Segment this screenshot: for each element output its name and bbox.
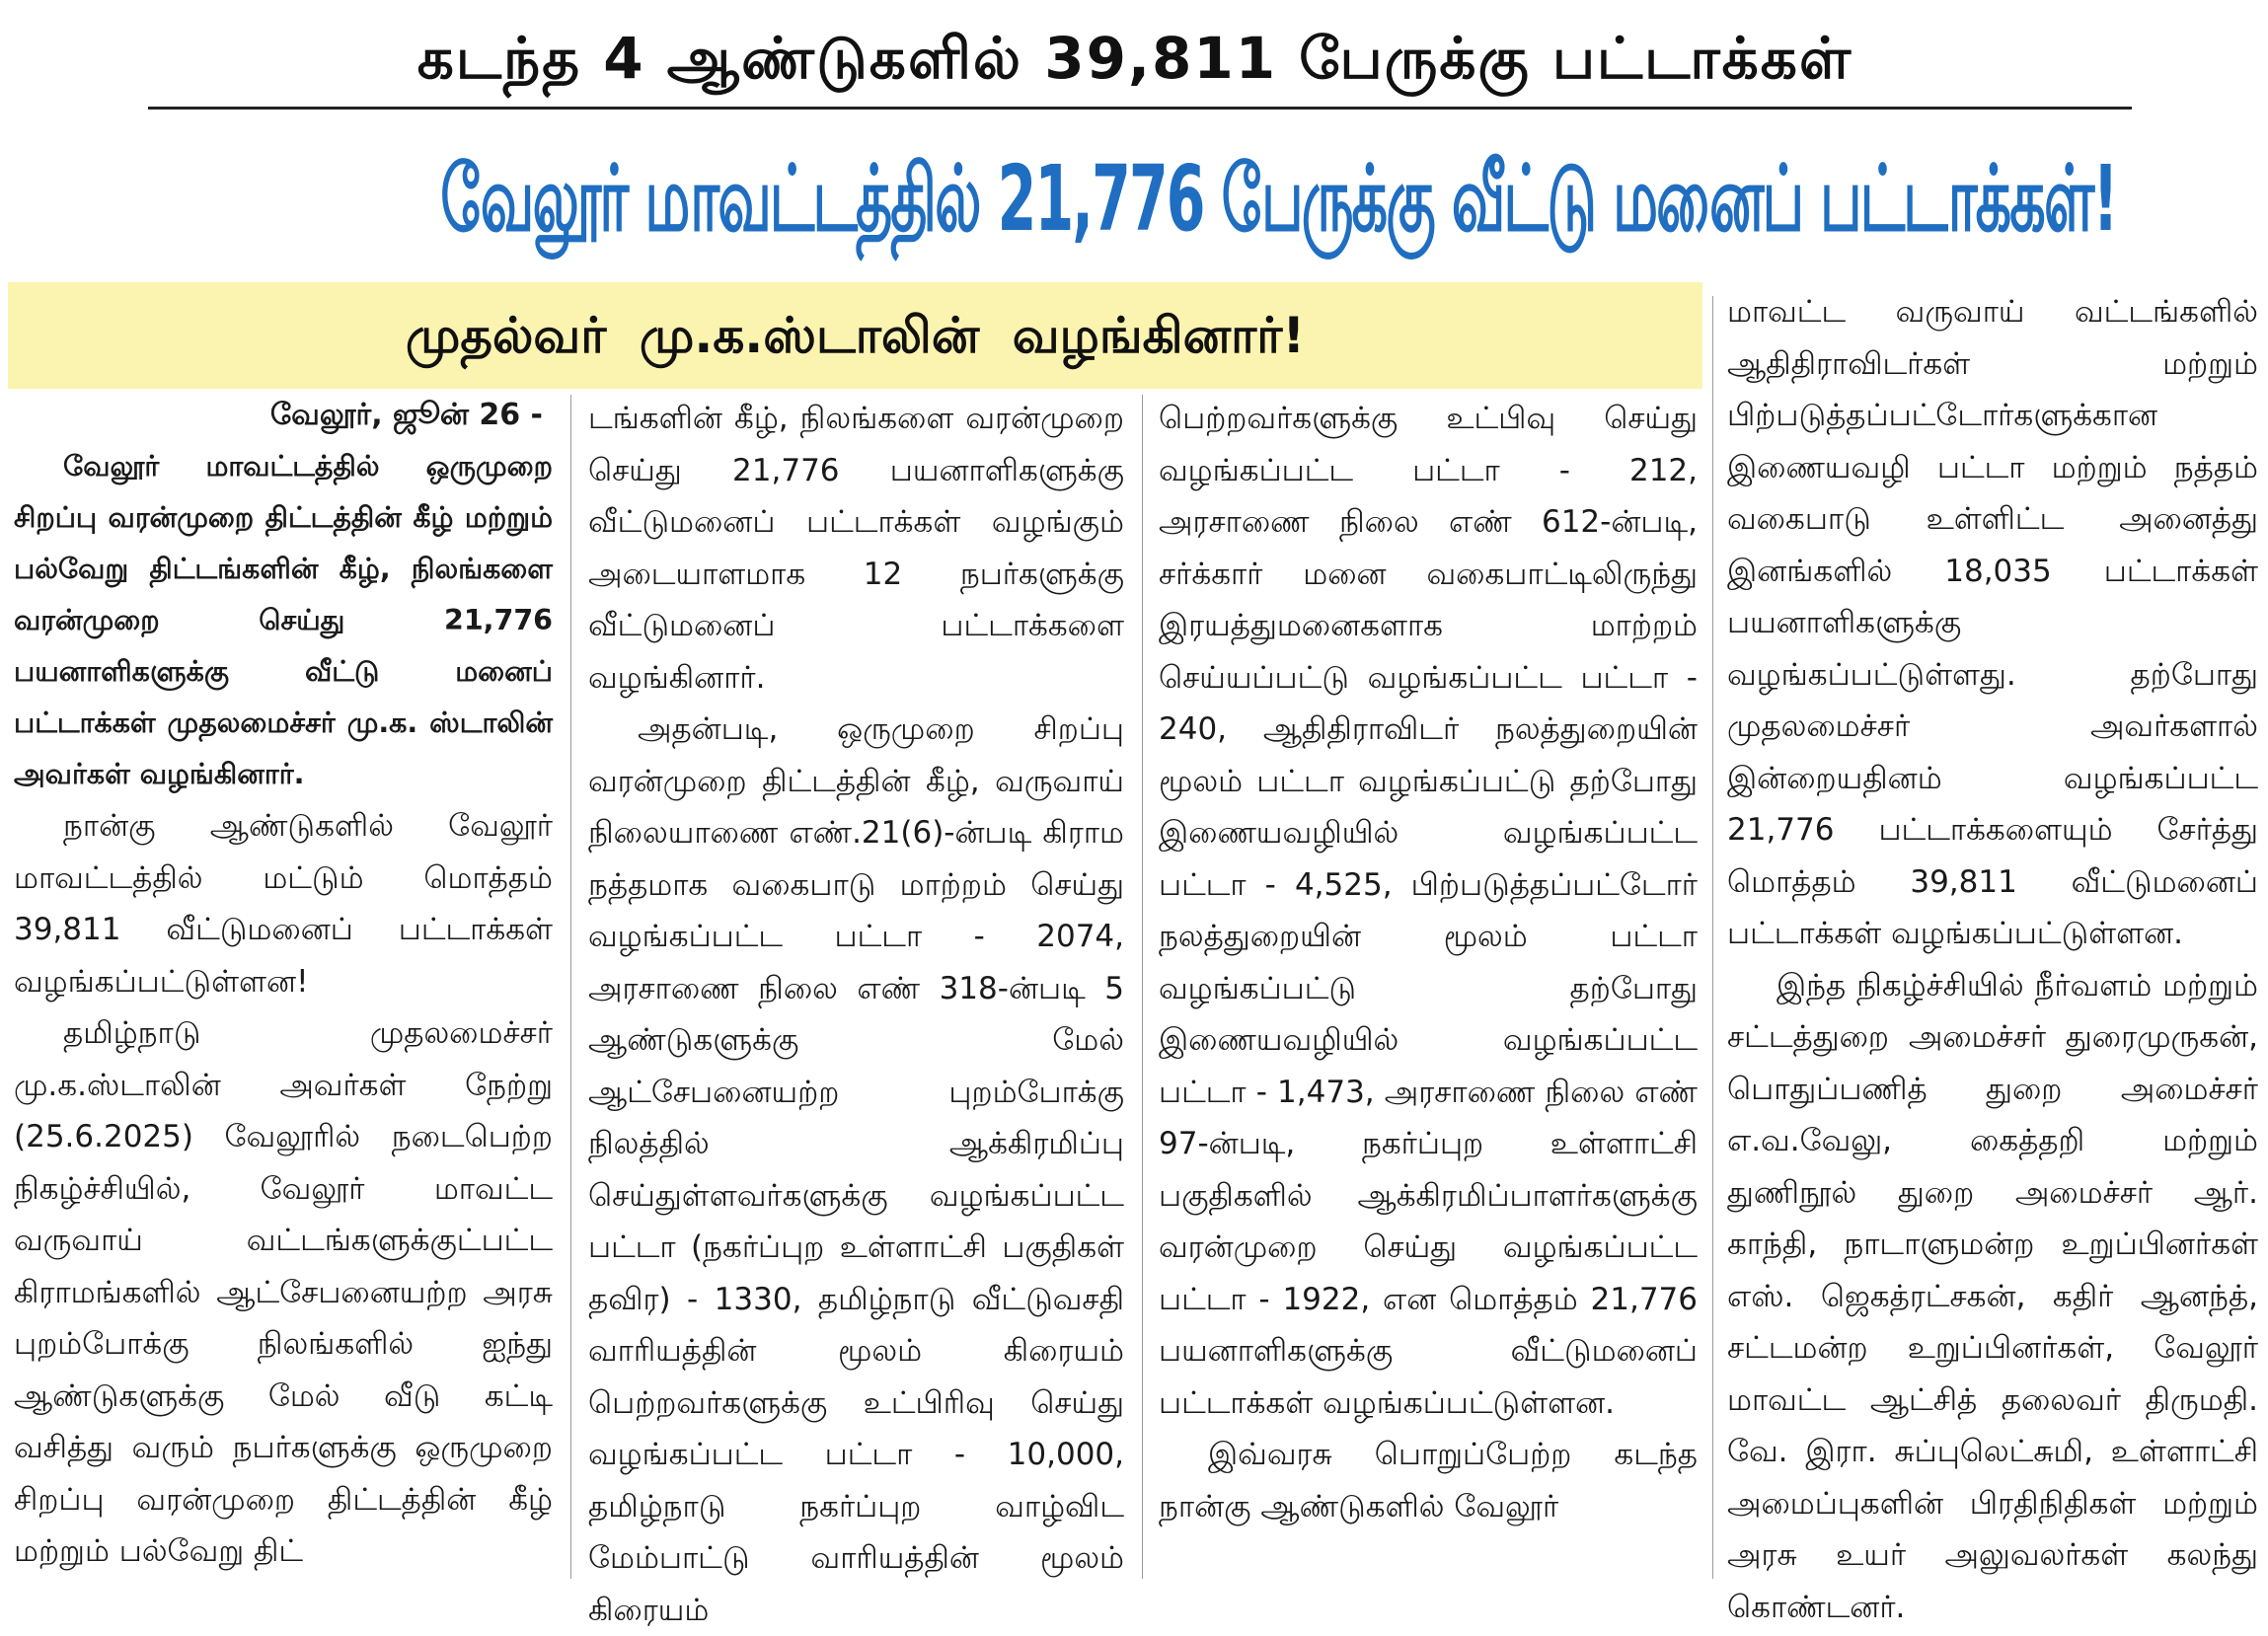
article-column-4 — [1727, 286, 2258, 1625]
lead-paragraph: வேலூர் மாவட்டத்தில் ஒருமுறை சிறப்பு வரன்முறை திட்டத்தின் கீழ் மற்றும் பல்வேறு திட்டங்களின் கீழ், நிலங்களை வரன்முறை செய்து 21,776 பயனாளிகளுக்கு வீட்டு மனைப் பட்டாக்கள் முதலமைச்சர் மு.க. ஸ்டாலின் அவர்கள் வழங்கினார். — [14, 450, 553, 790]
paragraph: அதன்படி, ஒருமுறை சிறப்பு வரன்முறை திட்டத்தின் கீழ், வருவாய் நிலையாணை எண்.21(6)-ன்படி கிராம நத்தமாக வகைபாடு மாற்றம் செய்து வழங்கப்பட்ட பட்டா - 2074, அரசாணை நிலை எண் 318-ன்படி 5 ஆண்டுகளுக்கு மேல் ஆட்சேபனையற்ற புறம்போக்கு நிலத்தில் ஆக்கிரமிப்பு செய்துள்ளவர்களுக்கு வழங்கப்பட்ட பட்டா (நகர்ப்புற உள்ளாட்சி பகுதிகள் தவிர) - 1330, தமிழ்நாடு வீட்டுவசதி வாரியத்தின் மூலம் கிரையம் பெற்றவர்களுக்கு உட்பிரிவு செய்து வழங்கப்பட்ட பட்டா - 10,000, தமிழ்நாடு நகர்ப்புற வாழ்விட மேம்பாட்டு வாரியத்தின் மூலம் கிரையம் — [588, 711, 1124, 1628]
column-divider — [570, 395, 571, 1579]
paragraph: இவ்வரசு பொறுப்பேற்ற கடந்த நான்கு ஆண்டுகளில் வேலூர் — [1159, 1437, 1698, 1524]
paragraph: இந்த நிகழ்ச்சியில் நீர்வளம் மற்றும் சட்டத்துறை அமைச்சர் துரைமுருகன், பொதுப்பணித் துறை அமைச்சர் எ.வ.வேலு, கைத்தறி மற்றும் துணிநூல் துறை அமைச்சர் ஆர். காந்தி, நாடாளுமன்ற உறுப்பினர்கள் எஸ். ஜெகத்ரட்சகன், கதிர் ஆனந்த், சட்டமன்ற உறுப்பினர்கள், வேலூர் மாவட்ட ஆட்சித் தலைவர் திருமதி. வே. இரா. சுப்புலெட்சுமி, உள்ளாட்சி அமைப்புகளின் பிரதிநிதிகள் மற்றும் அரசு உயர் அலுவலர்கள் கலந்து கொண்டனர். — [1727, 967, 2258, 1625]
paragraph: பெற்றவர்களுக்கு உட்பிவு செய்து வழங்கப்பட்ட பட்டா - 212, அரசாணை நிலை எண் 612-ன்படி, சர்க்கார் மனை வகைபாட்டிலிருந்து இரயத்துமனைகளாக மாற்றம் செய்யப்பட்டு வழங்கப்பட்ட பட்டா - 240, ஆதிதிராவிடர் நலத்துறையின் மூலம் பட்டா வழங்கப்பட்டு தற்போது இணையவழியில் வழங்கப்பட்ட பட்டா - 4,525, பிற்படுத்தப்பட்டோர் நலத்துறையின் மூலம் பட்டா வழங்கப்பட்டு தற்போது இணையவழியில் வழங்கப்பட்ட பட்டா - 1,473, அரசாணை நிலை எண் 97-ன்படி, நகர்ப்புற உள்ளாட்சி பகுதிகளில் ஆக்கிரமிப்பாளர்களுக்கு வரன்முறை செய்து வழங்கப்பட்ட பட்டா - 1922, என மொத்தம் 21,776 பயனாளிகளுக்கு வீட்டுமனைப் பட்டாக்கள் வழங்கப்பட்டுள்ளன. — [1159, 401, 1698, 1421]
sub-headline: முதல்வர் மு.க.ஸ்டாலின் வழங்கினார்! — [405, 307, 1306, 364]
kicker-rule — [148, 107, 2132, 110]
paragraph: நான்கு ஆண்டுகளில் வேலூர் மாவட்டத்தில் மட்டும் மொத்தம் 39,811 வீட்டுமனைப் பட்டாக்கள் வழங்கப்பட்டுள்ளன! — [14, 808, 553, 1000]
article-column-2 — [588, 393, 1124, 1628]
kicker-headline: கடந்த 4 ஆண்டுகளில் 39,811 பேருக்கு பட்டாக்கள் — [416, 25, 1853, 92]
main-headline: வேலூர் மாவட்டத்தில் 21,776 பேருக்கு வீட்டு மனைப் பட்டாக்கள்! — [440, 146, 2117, 252]
column-divider — [1142, 395, 1143, 1579]
article-column-1 — [14, 390, 553, 1579]
article-column-3 — [1159, 393, 1698, 1582]
dateline: வேலூர், ஜூன் 26 - — [269, 398, 543, 432]
sub-headline-band — [8, 282, 1702, 389]
column-divider — [1712, 296, 1713, 1579]
paragraph: தமிழ்நாடு முதலமைச்சர் மு.க.ஸ்டாலின் அவர்கள் நேற்று (25.6.2025) வேலூரில் நடைபெற்ற நிகழ்ச்சியில், வேலூர் மாவட்ட வருவாய் வட்டங்களுக்குட்பட்ட கிராமங்களில் ஆட்சேபனையற்ற அரசு புறம்போக்கு நிலங்களில் ஐந்து ஆண்டுகளுக்கு மேல் வீடு கட்டி வசித்து வரும் நபர்களுக்கு ஒருமுறை சிறப்பு வரன்முறை திட்டத்தின் கீழ் மற்றும் பல்வேறு திட் — [14, 1015, 553, 1569]
paragraph: டங்களின் கீழ், நிலங்களை வரன்முறை செய்து 21,776 பயனாளிகளுக்கு வீட்டுமனைப் பட்டாக்கள் வழங்கும் அடையாளமாக 12 நபர்களுக்கு வீட்டுமனைப் பட்டாக்களை வழங்கினார். — [588, 401, 1124, 696]
paragraph: மாவட்ட வருவாய் வட்டங்களில் ஆதிதிராவிடர்கள் மற்றும் பிற்படுத்தப்பட்டோர்களுக்கான இணையவழி பட்டா மற்றும் நத்தம் வகைபாடு உள்ளிட்ட அனைத்து இனங்களில் 18,035 பட்டாக்கள் பயனாளிகளுக்கு வழங்கப்பட்டுள்ளது. தற்போது முதலமைச்சர் அவர்களால் இன்றையதினம் வழங்கப்பட்ட 21,776 பட்டாக்களையும் சேர்த்து மொத்தம் 39,811 வீட்டுமனைப் பட்டாக்கள் வழங்கப்பட்டுள்ளன. — [1727, 294, 2258, 951]
